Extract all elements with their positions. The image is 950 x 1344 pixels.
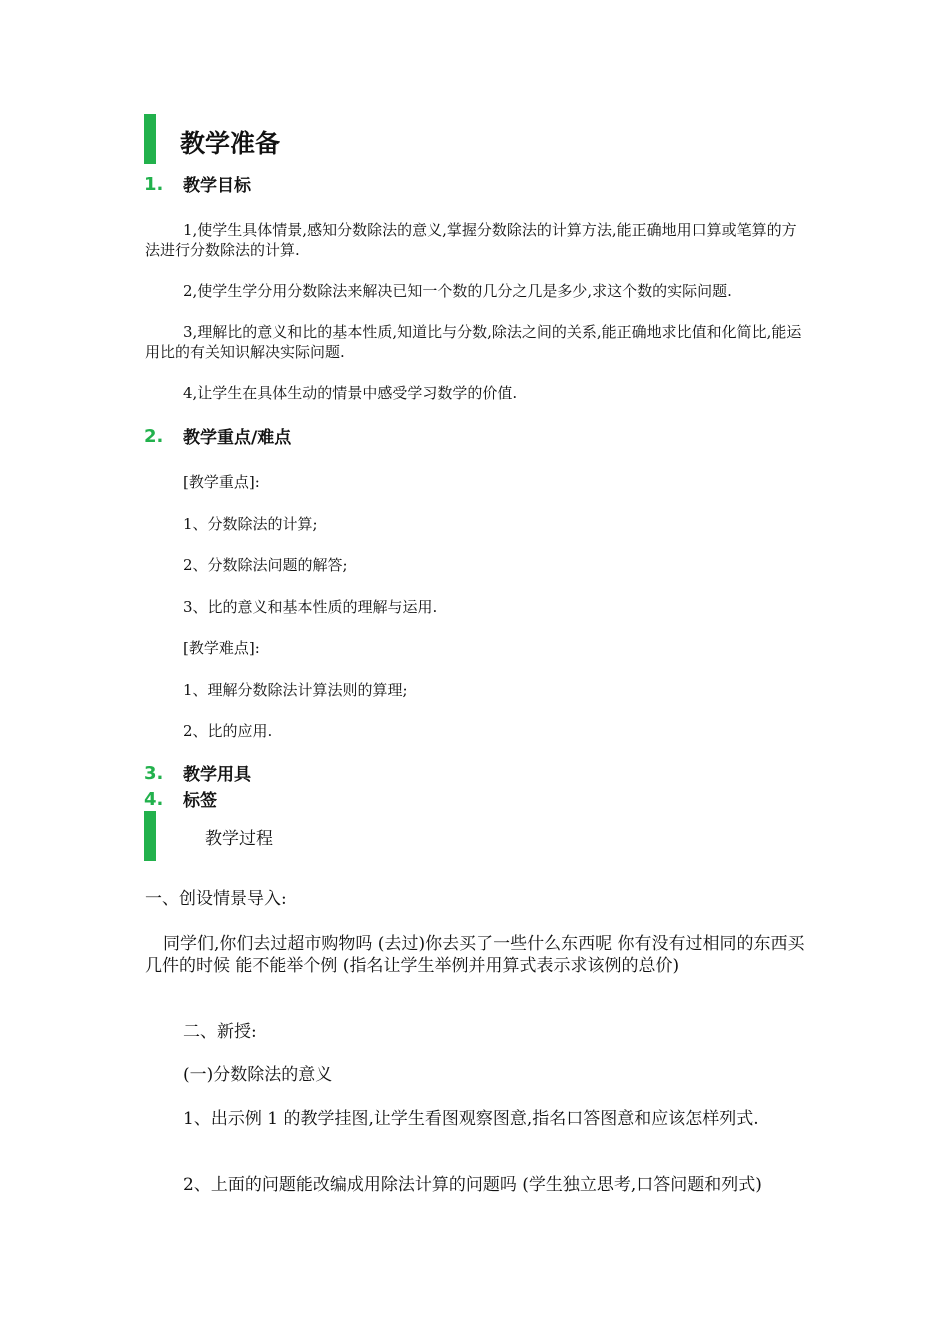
new-lesson-heading: 二、新授: <box>183 1022 257 1042</box>
goal-paragraph-2: 2,使学生学分用分数除法来解决已知一个数的几分之几是多少,求这个数的实际问题. <box>183 282 732 300</box>
process-accent-bar <box>144 811 156 861</box>
difficult-points-label: [教学难点]: <box>183 639 260 657</box>
heading-key-difficult-points: 教学重点/难点 <box>183 428 292 448</box>
division-meaning-heading: (一)分数除法的意义 <box>183 1065 333 1085</box>
heading-teaching-goals: 教学目标 <box>183 176 251 196</box>
heading-number-2: 2. <box>144 426 164 447</box>
key-point-item-1: 1、分数除法的计算; <box>183 515 318 533</box>
goal-paragraph-1: 1,使学生具体情景,感知分数除法的意义,掌握分数除法的计算方法,能正确地用口算或笔算的方法进行分数除法的计算. <box>145 221 797 259</box>
goal-paragraph-3: 3,理解比的意义和比的基本性质,知道比与分数,除法之间的关系,能正确地求比值和化简比,能运用比的有关知识解决实际问题. <box>145 323 802 361</box>
goal-paragraph-4: 4,让学生在具体生动的情景中感受学习数学的价值. <box>183 384 518 402</box>
heading-number-3: 3. <box>144 763 164 784</box>
heading-number-4: 4. <box>144 789 164 810</box>
step-paragraph-2: 2、上面的问题能改编成用除法计算的问题吗 (学生独立思考,口答问题和列式) <box>183 1175 762 1195</box>
step-paragraph-1: 1、出示例 1 的教学挂图,让学生看图观察图意,指名口答图意和应该怎样列式. <box>183 1109 759 1129</box>
key-point-item-3: 3、比的意义和基本性质的理解与运用. <box>183 598 438 616</box>
intro-heading: 一、创设情景导入: <box>145 889 287 909</box>
heading-number-1: 1. <box>144 174 164 195</box>
difficult-point-item-2: 2、比的应用. <box>183 722 273 740</box>
intro-paragraph: 同学们,你们去过超市购物吗 (去过)你去买了一些什么东西呢 你有没有过相同的东西买几件的时候 能不能举个例 (指名让学生举例并用算式表示求该例的总价) <box>145 934 805 976</box>
heading-teaching-tools: 教学用具 <box>183 765 251 785</box>
difficult-point-item-1: 1、理解分数除法计算法则的算理; <box>183 681 408 699</box>
process-title: 教学过程 <box>205 829 273 849</box>
heading-tags: 标签 <box>183 791 217 811</box>
key-point-item-2: 2、分数除法问题的解答; <box>183 556 348 574</box>
key-points-label: [教学重点]: <box>183 473 260 491</box>
section-accent-bar <box>144 114 156 164</box>
section-title: 教学准备 <box>180 129 281 158</box>
